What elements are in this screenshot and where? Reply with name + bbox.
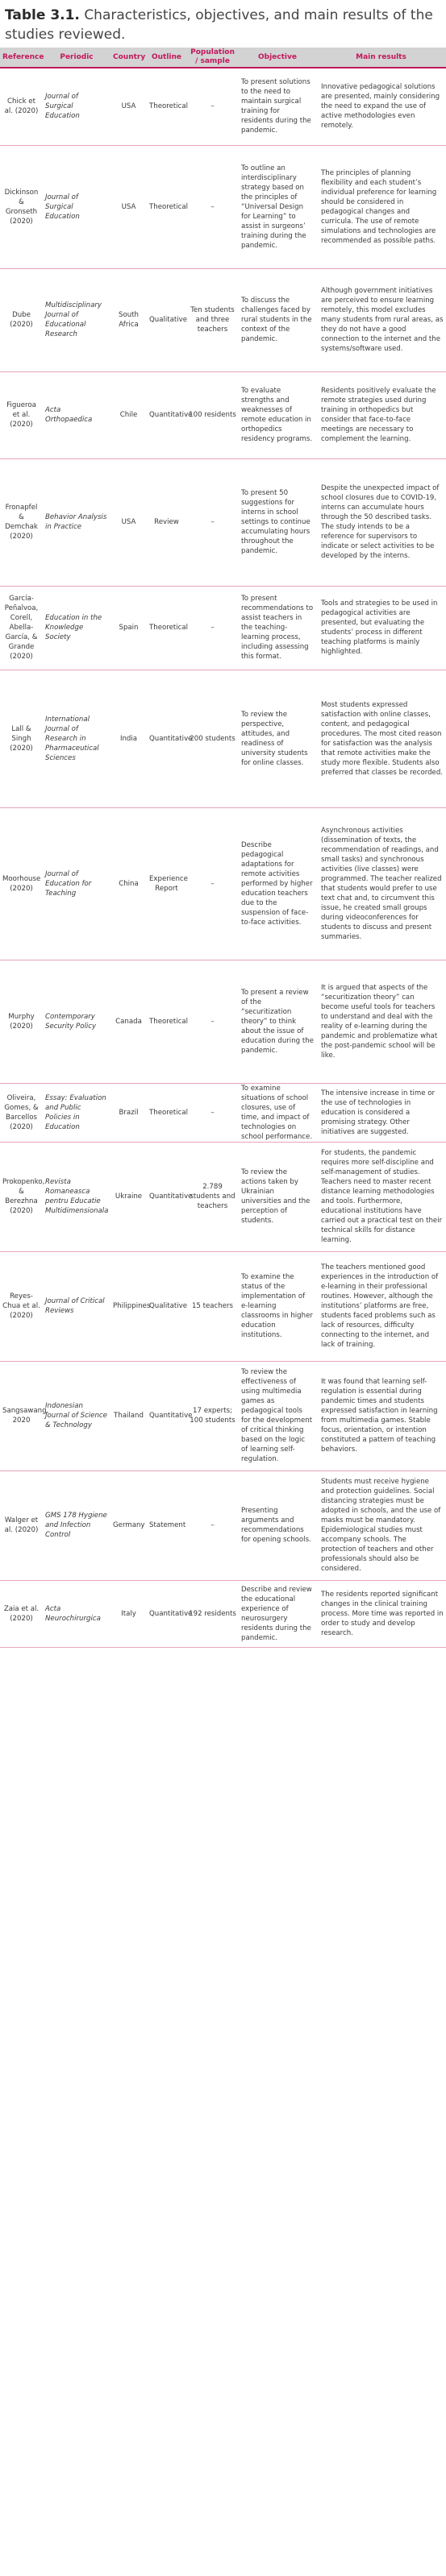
table-row bbox=[0, 670, 446, 807]
periodic-cell: International Journal of Research in Pharmaceutical Sciences bbox=[43, 670, 110, 807]
population-cell: 17 experts; 100 students bbox=[186, 1361, 239, 1471]
outline-cell: Theoretical bbox=[147, 68, 186, 145]
reference-cell: Figueroa et al. (2020) bbox=[0, 371, 43, 458]
population-cell: – bbox=[186, 145, 239, 268]
table-row bbox=[0, 1251, 446, 1361]
population-cell: – bbox=[186, 1471, 239, 1580]
outline-cell: Theoretical bbox=[147, 960, 186, 1083]
country-cell: Chile bbox=[110, 371, 147, 458]
periodic-cell: Acta Orthopaedica bbox=[43, 371, 110, 458]
main-results-cell: The intensive increase in time or the use of technologies in education is considered a promising strategy. Other initiatives are suggested. bbox=[316, 1083, 446, 1142]
column-header-reference: Reference bbox=[0, 48, 43, 68]
objective-cell: To present solutions to the need to maintain surgical training for residents during the pandemic. bbox=[239, 68, 316, 145]
main-results-cell: The residents reported significant changes in the clinical training process. More time was reported in order to study and develop research. bbox=[316, 1580, 446, 1647]
country-cell: Germany bbox=[110, 1471, 147, 1580]
population-cell: – bbox=[186, 1083, 239, 1142]
table-row bbox=[0, 371, 446, 458]
country-cell: Ukraine bbox=[110, 1142, 147, 1251]
main-results-cell: Although government initiatives are perceived to ensure learning remotely, this model excludes many students from rural areas, as they do not have a good connection to the internet and the systems/software used. bbox=[316, 268, 446, 371]
periodic-cell: Journal of Surgical Education bbox=[43, 145, 110, 268]
main-results-cell: Students must receive hygiene and protection guidelines. Social distancing strategies must be adopted in schools, and the use of masks must be mandatory. Epidemiological studies must accompany schools. The protection of teachers and other professionals should also be considered. bbox=[316, 1471, 446, 1580]
reference-cell: Lall & Singh (2020) bbox=[0, 670, 43, 807]
studies-table bbox=[0, 48, 446, 1648]
column-header-population: Population / sample bbox=[186, 48, 239, 68]
objective-cell: To examine the status of the implementation of e-learning classrooms in higher education institutions. bbox=[239, 1251, 316, 1361]
outline-cell: Theoretical bbox=[147, 145, 186, 268]
periodic-cell: Journal of Critical Reviews bbox=[43, 1251, 110, 1361]
outline-cell: Quantitative bbox=[147, 1361, 186, 1471]
outline-cell: Quantitative bbox=[147, 1142, 186, 1251]
objective-cell: To examine situations of school closures, use of time, and impact of technologies on school performance. bbox=[239, 1083, 316, 1142]
table-row bbox=[0, 807, 446, 960]
reference-cell: Dube (2020) bbox=[0, 268, 43, 371]
country-cell: Italy bbox=[110, 1580, 147, 1647]
population-cell: Ten students and three teachers bbox=[186, 268, 239, 371]
main-results-cell: Tools and strategies to be used in pedagogical activities are presented, but evaluating the students’ process in different teaching platforms is mainly highlighted. bbox=[316, 586, 446, 670]
objective-cell: To review the effectiveness of using multimedia games as pedagogical tools for the development of critical thinking based on the logic of learning self-regulation. bbox=[239, 1361, 316, 1471]
periodic-cell: Acta Neurochirurgica bbox=[43, 1580, 110, 1647]
objective-cell: To review the perspective, attitudes, and readiness of university students for online classes. bbox=[239, 670, 316, 807]
country-cell: South Africa bbox=[110, 268, 147, 371]
objective-cell: To evaluate strengths and weaknesses of remote education in orthopedics residency programs. bbox=[239, 371, 316, 458]
table-row bbox=[0, 1471, 446, 1580]
table-row bbox=[0, 1361, 446, 1471]
reference-cell: Murphy (2020) bbox=[0, 960, 43, 1083]
periodic-cell: Behavior Analysis in Practice bbox=[43, 458, 110, 586]
country-cell: USA bbox=[110, 68, 147, 145]
main-results-cell: The principles of planning flexibility and each student’s individual preference for learning should be considered in pedagogical changes and curricula. The use of remote simulations and technologies are recommended as possible paths. bbox=[316, 145, 446, 268]
periodic-cell: Contemporary Security Policy bbox=[43, 960, 110, 1083]
outline-cell: Quantitative bbox=[147, 670, 186, 807]
population-cell: – bbox=[186, 458, 239, 586]
reference-cell: Reyes-Chua et al. (2020) bbox=[0, 1251, 43, 1361]
country-cell: Philippines bbox=[110, 1251, 147, 1361]
table-row bbox=[0, 1580, 446, 1647]
periodic-cell: Education in the Knowledge Society bbox=[43, 586, 110, 670]
main-results-cell: Most students expressed satisfaction with online classes, content, and pedagogical procedures. The most cited reason for satisfaction was the analysis that remote activities make the study more flexible. Students also preferred that classes be recorded. bbox=[316, 670, 446, 807]
reference-cell: Prokopenko, & Berezhna (2020) bbox=[0, 1142, 43, 1251]
reference-cell: Zaia et al. (2020) bbox=[0, 1580, 43, 1647]
table-body bbox=[0, 68, 446, 1647]
population-cell: 100 residents bbox=[186, 371, 239, 458]
main-results-cell: It is argued that aspects of the “securitization theory” can become useful tools for teachers to understand and deal with the reality of e-learning during the pandemic and problematize what the post-pandemic school will be like. bbox=[316, 960, 446, 1083]
outline-cell: Qualitative bbox=[147, 1251, 186, 1361]
objective-cell: To present 50 suggestions for interns in school settings to continue accumulating hours throughout the pandemic. bbox=[239, 458, 316, 586]
periodic-cell: GMS 178 Hygiene and Infection Control bbox=[43, 1471, 110, 1580]
reference-cell: Oliveira, Gomes, & Barcellos (2020) bbox=[0, 1083, 43, 1142]
population-cell: – bbox=[186, 68, 239, 145]
objective-cell: Describe pedagogical adaptations for remote activities performed by higher education teachers due to the suspension of face-to-face activities. bbox=[239, 807, 316, 960]
table-row bbox=[0, 68, 446, 145]
country-cell: China bbox=[110, 807, 147, 960]
reference-cell: Walger et al. (2020) bbox=[0, 1471, 43, 1580]
country-cell: USA bbox=[110, 458, 147, 586]
table-row bbox=[0, 586, 446, 670]
column-header-periodic: Periodic bbox=[43, 48, 110, 68]
column-header-country: Country bbox=[110, 48, 147, 68]
column-header-main-results: Main results bbox=[316, 48, 446, 68]
table-row bbox=[0, 145, 446, 268]
country-cell: Brazil bbox=[110, 1083, 147, 1142]
main-results-cell: Asynchronous activities (dissemination of texts, the recommendation of readings, and small tasks) and synchronous activities (live classes) were programmed. The teacher realized that students would prefer to use text chat and, to circumvent this issue, he created small groups during videoconferences for students to discuss and present summaries. bbox=[316, 807, 446, 960]
periodic-cell: Essay: Evaluation and Public Policies in Education bbox=[43, 1083, 110, 1142]
outline-cell: Quantitative bbox=[147, 371, 186, 458]
country-cell: Canada bbox=[110, 960, 147, 1083]
main-results-cell: Despite the unexpected impact of school closures due to COVID-19, interns can accumulate hours through the 50 described tasks. The study intends to be a reference for supervisors to indicate or select activities to be developed by the interns. bbox=[316, 458, 446, 586]
reference-cell: García-Peñalvoa, Corell, Abella-García, & Grande (2020) bbox=[0, 586, 43, 670]
objective-cell: To outline an interdisciplinary strategy based on the principles of “Universal Design for Learning” to assist in surgeons’ training during the pandemic. bbox=[239, 145, 316, 268]
reference-cell: Sangsawang, 2020 bbox=[0, 1361, 43, 1471]
reference-cell: Chick et al. (2020) bbox=[0, 68, 43, 145]
objective-cell: To discuss the challenges faced by rural students in the context of the pandemic. bbox=[239, 268, 316, 371]
table-row bbox=[0, 458, 446, 586]
country-cell: Thailand bbox=[110, 1361, 147, 1471]
outline-cell: Qualitative bbox=[147, 268, 186, 371]
population-cell: – bbox=[186, 586, 239, 670]
caption-text: Characteristics, objectives, and main results of the studies reviewed. bbox=[5, 7, 433, 43]
population-cell: 2.789 students and teachers bbox=[186, 1142, 239, 1251]
population-cell: – bbox=[186, 807, 239, 960]
reference-cell: Moorhouse (2020) bbox=[0, 807, 43, 960]
population-cell: 200 students bbox=[186, 670, 239, 807]
main-results-cell: Residents positively evaluate the remote strategies used during training in orthopedics but consider that face-to-face meetings are necessary to complement the learning. bbox=[316, 371, 446, 458]
periodic-cell: Journal of Surgical Education bbox=[43, 68, 110, 145]
outline-cell: Experience Report bbox=[147, 807, 186, 960]
objective-cell: To review the actions taken by Ukrainian universities and the perception of students. bbox=[239, 1142, 316, 1251]
periodic-cell: Revista Romaneasca pentru Educatie Multidimensionala bbox=[43, 1142, 110, 1251]
main-results-cell: Innovative pedagogical solutions are presented, mainly considering the need to expand the use of active methodologies even remotely. bbox=[316, 68, 446, 145]
table-row bbox=[0, 1142, 446, 1251]
column-header-objective: Objective bbox=[239, 48, 316, 68]
reference-cell: Dickinson & Gronseth (2020) bbox=[0, 145, 43, 268]
table-row bbox=[0, 268, 446, 371]
objective-cell: To present recommendations to assist teachers in the teaching-learning process, including assessing this format. bbox=[239, 586, 316, 670]
periodic-cell: Indonesian Journal of Science & Technology bbox=[43, 1361, 110, 1471]
country-cell: Spain bbox=[110, 586, 147, 670]
country-cell: USA bbox=[110, 145, 147, 268]
country-cell: India bbox=[110, 670, 147, 807]
population-cell: – bbox=[186, 960, 239, 1083]
outline-cell: Quantitative bbox=[147, 1580, 186, 1647]
main-results-cell: The teachers mentioned good experiences in the introduction of e-learning in their professional routines. However, although the institutions’ platforms are free, students faced problems such as lack of resources, difficulty connecting to the internet, and lack of training. bbox=[316, 1251, 446, 1361]
outline-cell: Review bbox=[147, 458, 186, 586]
outline-cell: Theoretical bbox=[147, 1083, 186, 1142]
column-header-outline: Outline bbox=[147, 48, 186, 68]
population-cell: 15 teachers bbox=[186, 1251, 239, 1361]
periodic-cell: Journal of Education for Teaching bbox=[43, 807, 110, 960]
outline-cell: Statement bbox=[147, 1471, 186, 1580]
table-caption bbox=[0, 0, 446, 48]
caption-label: Table 3.1. bbox=[5, 7, 80, 23]
outline-cell: Theoretical bbox=[147, 586, 186, 670]
main-results-cell: For students, the pandemic requires more self-discipline and self-management of studies. Teachers need to master recent distance learning methodologies and tools. Furthermore, educational institutions have carried out a practical test on their technical skills for distance learning. bbox=[316, 1142, 446, 1251]
table-header bbox=[0, 48, 446, 68]
population-cell: 192 residents bbox=[186, 1580, 239, 1647]
reference-cell: Fronapfel & Demchak (2020) bbox=[0, 458, 43, 586]
objective-cell: To present a review of the “securitization theory” to think about the issue of education during the pandemic. bbox=[239, 960, 316, 1083]
periodic-cell: Multidisciplinary Journal of Educational Research bbox=[43, 268, 110, 371]
table-row bbox=[0, 1083, 446, 1142]
main-results-cell: It was found that learning self-regulation is essential during pandemic times and students expressed satisfaction in learning from multimedia games. Stable focus, orientation, or intention constituted a pattern of teaching behaviors. bbox=[316, 1361, 446, 1471]
objective-cell: Presenting arguments and recommendations for opening schools. bbox=[239, 1471, 316, 1580]
objective-cell: Describe and review the educational experience of neurosurgery residents during the pandemic. bbox=[239, 1580, 316, 1647]
table-row bbox=[0, 960, 446, 1083]
